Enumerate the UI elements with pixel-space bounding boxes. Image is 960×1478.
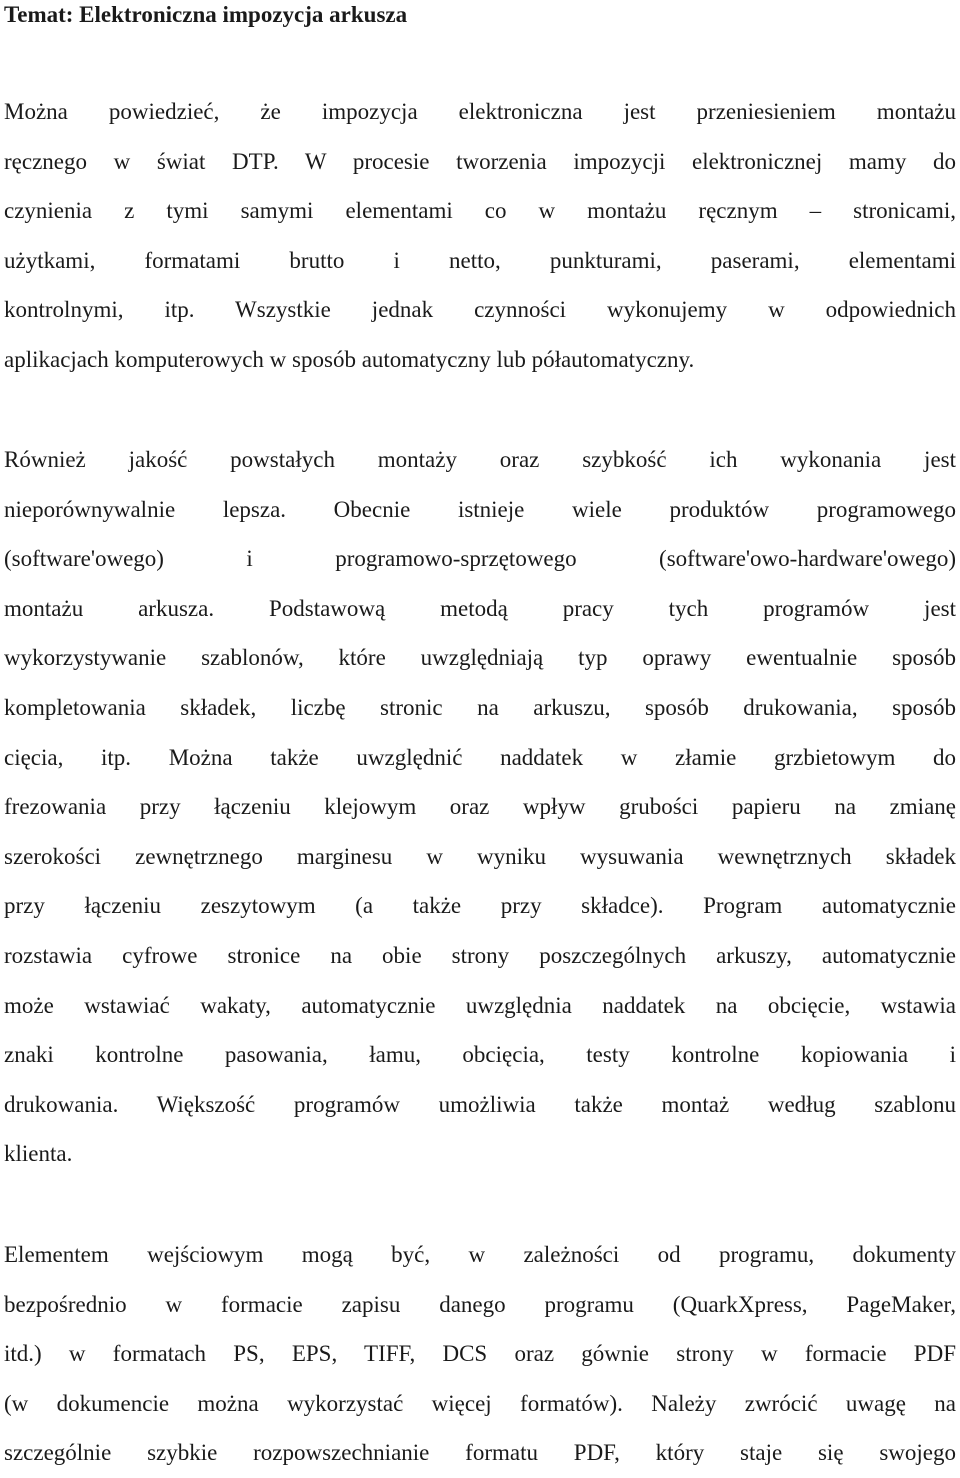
paragraph-line: ręcznego w świat DTP. W procesie tworzenia impozycji elektronicznej mamy do xyxy=(4,148,956,174)
paragraph-line: klienta. xyxy=(4,1141,73,1167)
paragraph-2 xyxy=(4,435,956,1179)
paragraph-line: wykorzystywanie szablonów, które uwzględniają typ oprawy ewentualnie sposób xyxy=(4,645,956,671)
paragraph-line: nieporównywalnie lepsza. Obecnie istnieje wiele produktów programowego xyxy=(4,496,956,522)
paragraph-line: aplikacjach komputerowych w sposób automatyczny lub półautomatyczny. xyxy=(4,346,695,372)
paragraph-line: czynienia z tymi samymi elementami co w montażu ręcznym – stronicami, xyxy=(4,198,956,224)
paragraph-1 xyxy=(4,87,956,385)
paragraph-line: montażu arkusza. Podstawową metodą pracy tych programów jest xyxy=(4,595,956,621)
paragraph-line: znaki kontrolne pasowania, łamu, obcięcia, testy kontrolne kopiowania i xyxy=(4,1042,956,1068)
paragraph-line: drukowania. Większość programów umożliwia także montaż według szablonu xyxy=(4,1091,956,1117)
paragraph-line: rozstawia cyfrowe stronice na obie strony poszczególnych arkuszy, automatycznie xyxy=(4,942,956,968)
paragraph-line: frezowania przy łączeniu klejowym oraz wpływ grubości papieru na zmianę xyxy=(4,794,956,820)
paragraph-line: szerokości zewnętrznego marginesu w wyniku wysuwania wewnętrznych składek xyxy=(4,843,956,869)
paragraph-line: szczególnie szybkie rozpowszechnianie formatu PDF, który staje się swojego xyxy=(4,1440,956,1466)
paragraph-line: Elementem wejściowym mogą być, w zależności od programu, dokumenty xyxy=(4,1242,956,1267)
paragraph-line: Również jakość powstałych montaży oraz szybkość ich wykonania jest xyxy=(4,447,956,472)
paragraph-line: przy łączeniu zeszytowym (a także przy składce). Program automatycznie xyxy=(4,893,956,919)
paragraph-line: kompletowania składek, liczbę stronic na arkuszu, sposób drukowania, sposób xyxy=(4,694,956,720)
paragraph-line: użytkami, formatami brutto i netto, punkturami, paserami, elementami xyxy=(4,247,956,273)
paragraph-line: kontrolnymi, itp. Wszystkie jednak czynności wykonujemy w odpowiednich xyxy=(4,297,956,323)
paragraph-line: (w dokumencie można wykorzystać więcej formatów). Należy zwrócić uwagę na xyxy=(4,1390,956,1416)
paragraph-line: (software'owego) i programowo-sprzętowego (software'owo-hardware'owego) xyxy=(4,546,956,572)
paragraph-line: itd.) w formatach PS, EPS, TIFF, DCS oraz gównie strony w formacie PDF xyxy=(4,1341,956,1367)
paragraph-line: może wstawiać wakaty, automatycznie uwzględnia naddatek na obcięcie, wstawia xyxy=(4,992,956,1018)
paragraph-line: bezpośrednio w formacie zapisu danego programu (QuarkXpress, PageMaker, xyxy=(4,1291,956,1317)
document-title: Temat: Elektroniczna impozycja arkusza xyxy=(4,2,408,27)
paragraph-line: Można powiedzieć, że impozycja elektroniczna jest przeniesieniem montażu xyxy=(4,99,956,124)
paragraph-line: cięcia, itp. Można także uwzględnić naddatek w złamie grzbietowym do xyxy=(4,744,956,770)
paragraph-3 xyxy=(4,1230,956,1478)
